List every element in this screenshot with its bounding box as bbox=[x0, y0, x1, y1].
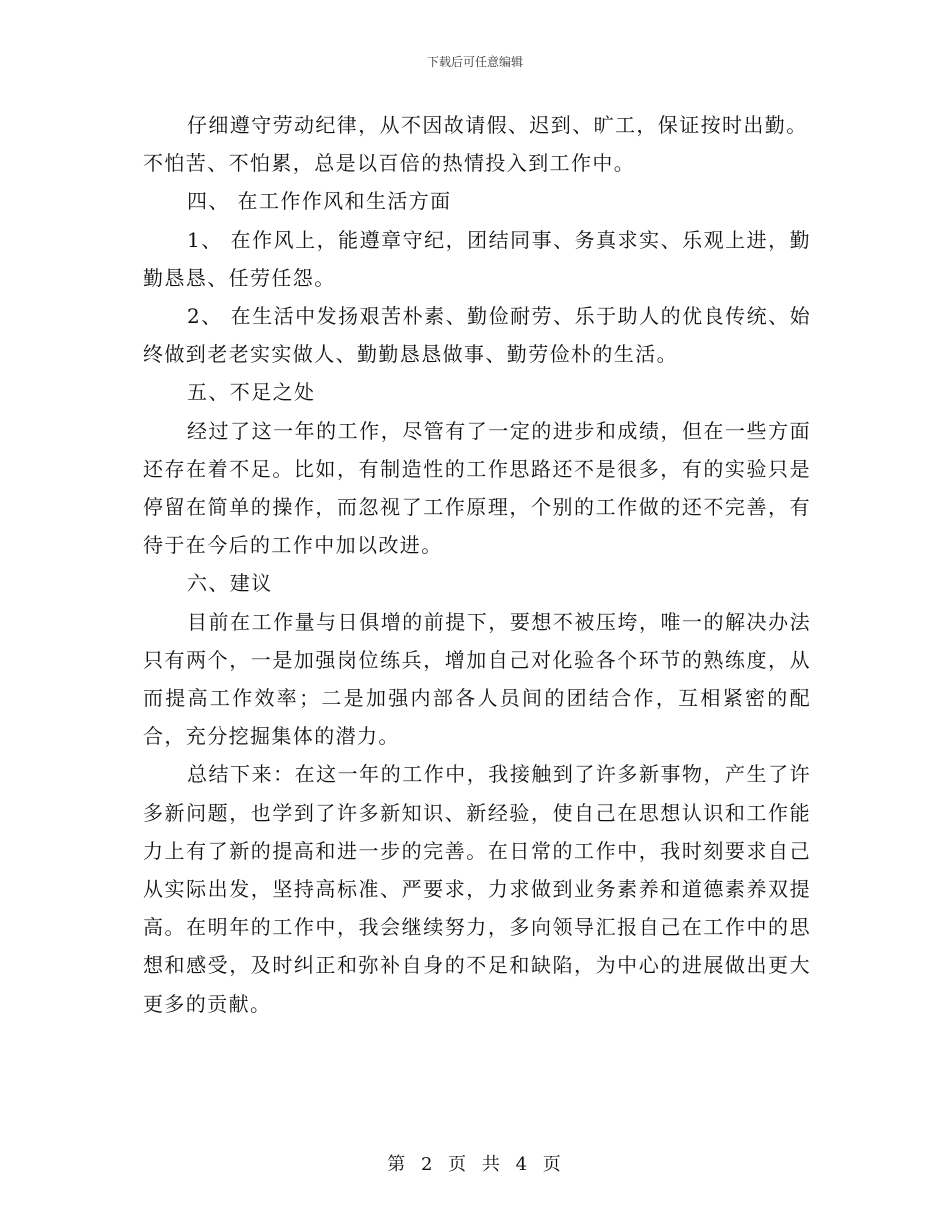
section-heading-6: 六、建议 bbox=[187, 571, 273, 596]
paragraph-hardwork: 不怕苦、不怕累，总是以百倍的热情投入到工作中。 bbox=[143, 151, 636, 176]
paragraph-discipline: 仔细遵守劳动纪律，从不因故请假、迟到、旷工，保证按时出勤。 bbox=[187, 113, 808, 137]
paragraph-shortcomings: 经过了这一年的工作，尽管有了一定的进步和成绩，但在一些方面还存在着不足。比如，有制造性的工作思路还不是很多，有的实验只是停留在简单的操作，而忽视了工作原理，个别的工作做的还不完善，有待于在今后的工作中加以改进。 bbox=[143, 418, 811, 558]
page-number: 第 2 页 共 4 页 bbox=[387, 1154, 563, 1175]
paragraph-suggestions: 目前在工作量与日俱增的前提下，要想不被压垮，唯一的解决办法只有两个，一是加强岗位练兵，增加自己对化验各个环节的熟练度，从而提高工作效率；二是加强内部各人员间的团结合作，互相紧密的配合，充分挖掘集体的潜力。 bbox=[143, 609, 811, 749]
paragraph-item-2: 2、 在生活中发扬艰苦朴素、勤俭耐劳、乐于助人的优良传统、始终做到老老实实做人、勤勤恳恳做事、勤劳俭朴的生活。 bbox=[143, 304, 811, 367]
section-heading-4: 四、 在工作作风和生活方面 bbox=[187, 189, 452, 214]
paragraph-summary: 总结下来：在这一年的工作中，我接触到了许多新事物，产生了许多新问题，也学到了许多新知识、新经验，使自己在思想认识和工作能力上有了新的提高和进一步的完善。在日常的工作中，我时刻要求自己从实际出发，坚持高标准、严要求，力求做到业务素养和道德素养双提高。在明年的工作中，我会继续努力，多向领导汇报自己在工作中的思想和感受，及时纠正和弥补自身的不足和缺陷，为中心的进展做出更大更多的贡献。 bbox=[143, 762, 811, 1016]
page-header: 下载后可任意编辑 bbox=[426, 55, 523, 69]
paragraph-item-1: 1、 在作风上，能遵章守纪，团结同事、务真求实、乐观上进，勤勤恳恳、任劳任怨。 bbox=[143, 227, 811, 290]
document-body bbox=[143, 106, 811, 1023]
section-heading-5: 五、不足之处 bbox=[187, 380, 316, 405]
